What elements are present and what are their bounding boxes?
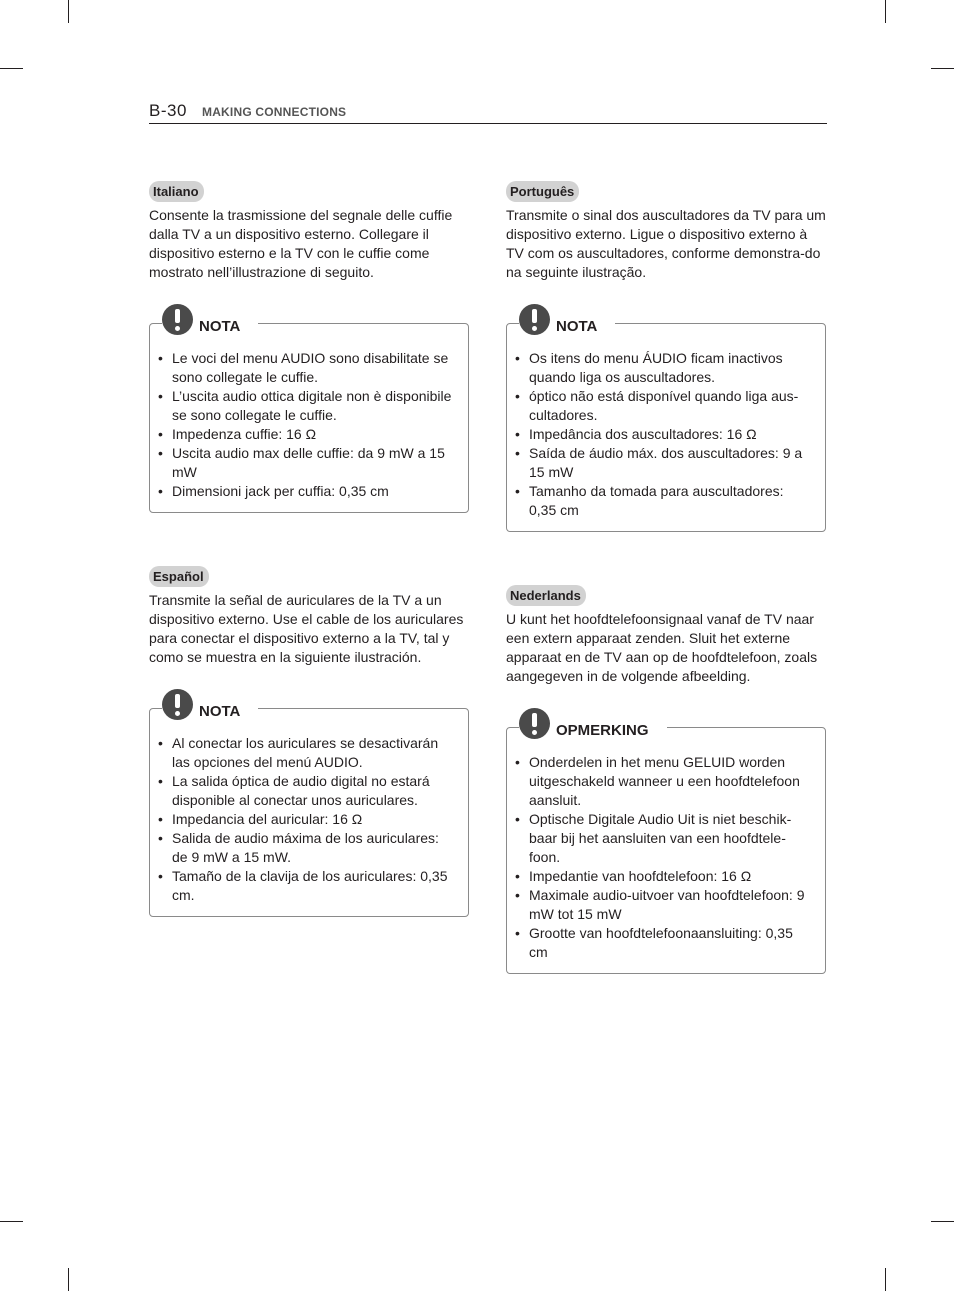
list-item: • Dimensioni jack per cuffia: 0,35 cm [158,482,456,501]
italiano-note [149,302,469,513]
note-box [149,318,469,513]
language-badge-nederlands: Nederlands [506,585,586,606]
list-item: • óptico não está disponível quando liga aus-cultadores. [515,387,813,425]
italiano-description: Consente la trasmissione del segnale delle cuffie dalla TV a un dispositivo esterno. Collegare il dispositivo esterno e la TV con le cuffie come mostrato nell’illustrazione di seguito. [149,207,453,280]
list-item: • Impedância dos auscultadores: 16 Ω [515,425,813,444]
note-heading [162,686,258,720]
list-item: • Optische Digitale Audio Uit is niet beschik-baar bij het aansluiten van een hoofdtele-foon. [515,810,813,867]
note-list [515,349,813,520]
crop-mark [0,68,23,69]
crop-mark [68,1268,69,1291]
list-item: • Tamaño de la clavija de los auriculares: 0,35 cm. [158,867,456,905]
portugues-description: Transmite o sinal dos auscultadores da TV para um dispositivo externo. Ligue o dispositivo externo à TV com os auscultadores, conforme demonstra-do na seguinte ilustração. [506,207,826,280]
espanol-note [149,687,469,917]
list-item: • Impedenza cuffie: 16 Ω [158,425,456,444]
list-item: • Grootte van hoofdtelefoonaansluiting: 0,35 cm [515,924,813,962]
exclamation-icon [162,689,193,720]
note-label: NOTA [199,703,241,720]
note-label: NOTA [199,318,241,335]
language-badge-espanol: Español [149,566,209,587]
list-item: • Uscita audio max delle cuffie: da 9 mW a 15 mW [158,444,456,482]
note-heading [519,301,615,335]
list-item: • Saída de áudio máx. dos auscultadores: 9 a 15 mW [515,444,813,482]
note-box [506,318,826,532]
exclamation-icon [519,708,550,739]
list-item: • Tamanho da tomada para auscultadores: 0,35 cm [515,482,813,520]
italiano-section [149,181,471,282]
list-item: • Maximale audio-uitvoer van hoofdtelefoon: 9 mW tot 15 mW [515,886,813,924]
list-item: • Impedantie van hoofdtelefoon: 16 Ω [515,867,813,886]
note-list [158,349,456,501]
crop-mark [885,0,886,23]
page-number: B-30 [149,101,187,120]
note-label: NOTA [556,318,598,335]
note-heading [162,301,258,335]
crop-mark [885,1268,886,1291]
exclamation-icon [519,304,550,335]
crop-mark [931,1221,954,1222]
list-item: • Le voci del menu AUDIO sono disabilitate se sono collegate le cuffie. [158,349,456,387]
crop-mark [68,0,69,23]
note-heading [519,705,667,739]
language-badge-italiano: Italiano [149,181,204,202]
list-item: • L’uscita audio ottica digitale non è disponibile se sono collegate le cuffie. [158,387,456,425]
note-list [515,753,813,962]
portugues-note [506,302,826,532]
portugues-section [506,181,828,282]
list-item: • Al conectar los auriculares se desactivarán las opciones del menú AUDIO. [158,734,456,772]
nederlands-description: U kunt het hoofdtelefoonsignaal vanaf de TV naar een extern apparaat zenden. Sluit het externe apparaat en de TV aan op de hoofdtelefoon, zoals aangegeven in de volgende afbeelding. [506,611,818,684]
list-item: • Impedancia del auricular: 16 Ω [158,810,456,829]
espanol-section [149,566,471,667]
crop-mark [931,68,954,69]
nederlands-note [506,706,826,974]
list-item: • Salida de audio máxima de los auriculares: de 9 mW a 15 mW. [158,829,456,867]
note-label: OPMERKING [556,722,649,739]
page-header [149,101,827,124]
note-box [149,703,469,917]
espanol-description: Transmite la señal de auriculares de la TV a un dispositivo externo. Use el cable de los auriculares para conectar el dispositivo externo a la TV, tal y como se muestra en la siguiente ilustración. [149,592,464,665]
note-box [506,722,826,974]
exclamation-icon [162,304,193,335]
language-badge-portugues: Português [506,181,579,202]
nederlands-section [506,585,828,686]
list-item: • Os itens do menu ÁUDIO ficam inactivos quando liga os auscultadores. [515,349,813,387]
list-item: • Onderdelen in het menu GELUID worden uitgeschakeld wanneer u een hoofdtelefoon aansluit. [515,753,813,810]
section-title: MAKING CONNECTIONS [202,105,347,119]
crop-mark [0,1221,23,1222]
note-list [158,734,456,905]
list-item: • La salida óptica de audio digital no estará disponible al conectar unos auriculares. [158,772,456,810]
